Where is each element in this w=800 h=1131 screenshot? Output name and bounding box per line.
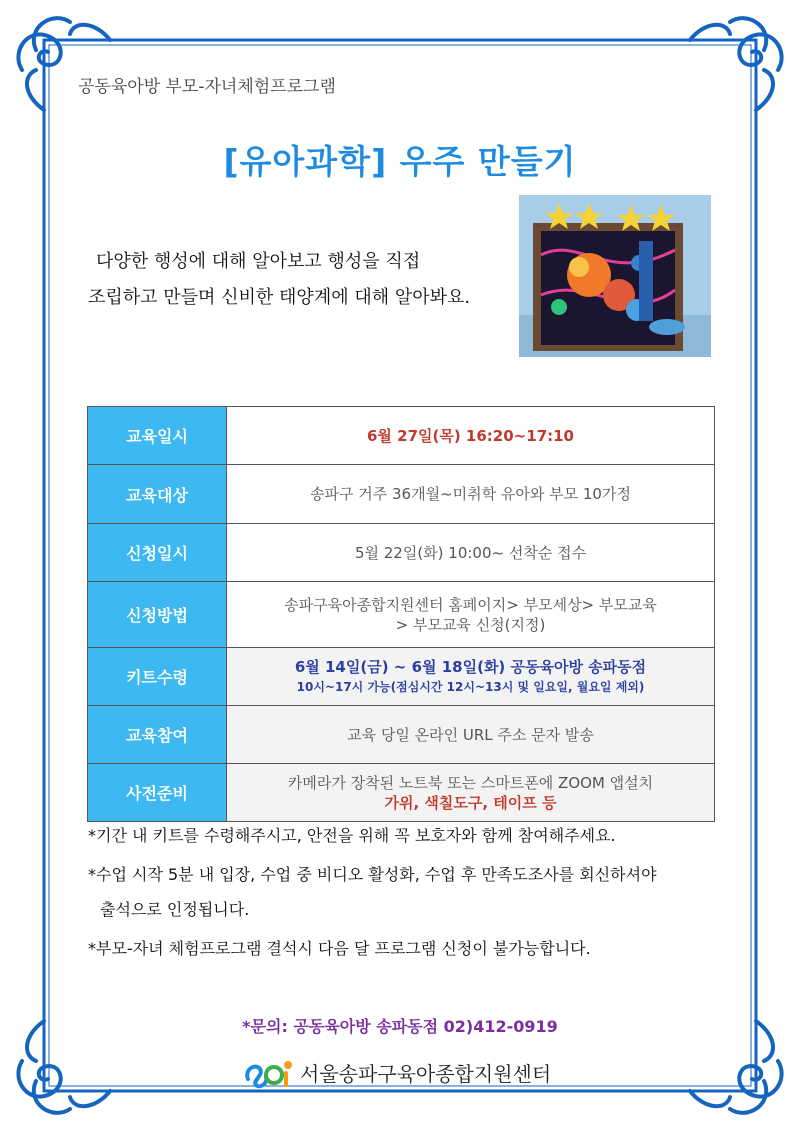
row-value: 5월 22일(화) 10:00~ 선착순 접수 — [227, 524, 715, 582]
table-row — [88, 407, 715, 465]
note-item: 출석으로 인정됩니다. — [100, 900, 250, 919]
footer-logo — [242, 1052, 551, 1092]
row-value: 6월 27일(목) 16:20~17:10 — [227, 407, 715, 465]
row-value: 송파구 거주 36개월~미취학 유아와 부모 10가정 — [227, 465, 715, 524]
table-row — [88, 648, 715, 706]
org-logo-icon — [242, 1055, 294, 1089]
table-row — [88, 764, 715, 822]
note-item: *수업 시작 5분 내 입장, 수업 중 비디오 활성화, 수업 후 만족도조사를 회신하셔야 — [88, 865, 657, 884]
intro-line: 조립하고 만들며 신비한 태양계에 대해 알아봐요. — [88, 287, 471, 308]
table-row — [88, 465, 715, 524]
row-value: 송파구육아종합지원센터 홈페이지> 부모세상> 부모교육 > 부모교육 신청(지정) — [227, 582, 715, 648]
contact-info: *문의: 공동육아방 송파동점 02)412-0919 — [242, 1017, 558, 1036]
row-value: 카메라가 장착된 노트북 또는 스마트폰에 ZOOM 앱설치 가위, 색칠도구, 테이프 등 — [227, 764, 715, 822]
note-item: *기간 내 키트를 수령해주시고, 안전을 위해 꼭 보호자와 함께 참여해주세요. — [88, 826, 616, 845]
program-subtitle: 공동육아방 부모-자녀체험프로그램 — [78, 77, 336, 97]
space-kit-photo — [519, 195, 711, 357]
page-title: [유아과학] 우주 만들기 — [223, 142, 577, 181]
table-row — [88, 582, 715, 648]
row-value: 6월 14일(금) ~ 6월 18일(화) 공동육아방 송파동점 10시~17시 가능(점심시간 12시~13시 및 일요일, 월요일 제외) — [227, 648, 715, 706]
table-row — [88, 524, 715, 582]
row-label: 사전준비 — [88, 764, 227, 822]
org-name: 서울송파구육아종합지원센터 — [300, 1061, 552, 1086]
row-label: 신청일시 — [88, 524, 227, 582]
intro-text — [88, 244, 470, 316]
table-row — [88, 706, 715, 764]
note-item: *부모-자녀 체험프로그램 결석시 다음 달 프로그램 신청이 불가능합니다. — [88, 939, 591, 958]
row-label: 교육대상 — [88, 465, 227, 524]
row-label: 키트수령 — [88, 648, 227, 706]
row-label: 교육참여 — [88, 706, 227, 764]
program-info-table — [87, 406, 715, 822]
row-label: 교육일시 — [88, 407, 227, 465]
row-label: 신청방법 — [88, 582, 227, 648]
intro-line: 다양한 행성에 대해 알아보고 행성을 직접 — [96, 251, 421, 272]
notes — [88, 822, 657, 962]
row-value: 교육 당일 온라인 URL 주소 문자 발송 — [227, 706, 715, 764]
